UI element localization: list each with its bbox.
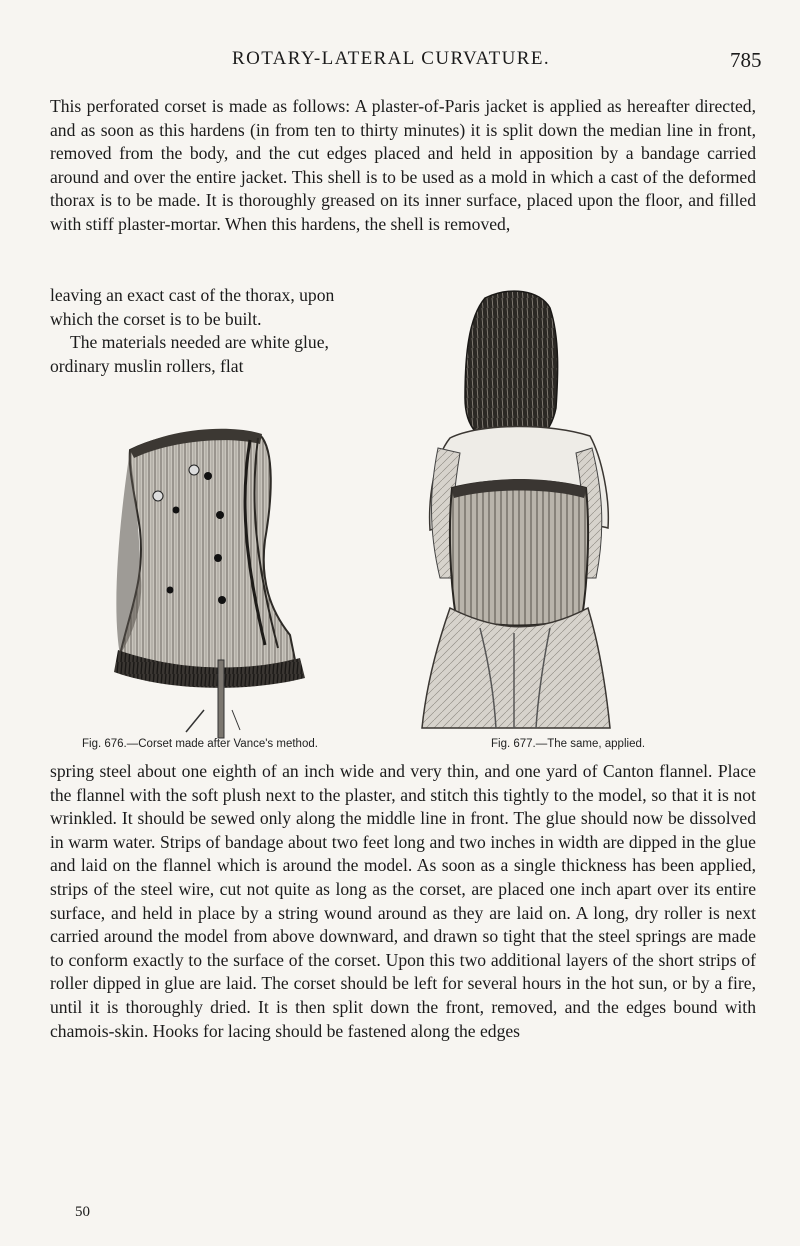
running-head: ROTARY-LATERAL CURVATURE. [232,48,551,69]
figure-677-corset-applied [410,288,620,736]
paragraph-2: leaving an exact cast of the thorax, upon which the corset is to be built. [50,285,335,329]
figure-676-caption: Fig. 676.—Corset made after Vance's method. [82,738,318,750]
figure-676-corset [100,410,340,740]
corset-illustration [100,410,340,740]
paragraph-1: This perforated corset is made as follows: A plaster-of-Paris jacket is applied as hereafter directed, and as soon as this hardens (in from ten to thirty minutes) it is split down the median line in front, removed from the body, and the cut edges placed and held in apposition by a bandage carried around and over the entire jacket. This shell is to be used as a mold in which a cast of the deformed thorax is to be made. It is thoroughly greased on its inner surface, placed upon the floor, and filled with stiff plaster-mortar. When this hardens, the shell is removed, [50,96,756,234]
signature-mark: 50 [75,1204,90,1220]
woman-back-illustration [410,288,620,736]
figure-677-caption: Fig. 677.—The same, applied. [491,738,646,750]
paragraph-3: The materials needed are white glue, ordinary muslin rollers, flat [50,332,329,376]
page-number: 785 [730,48,762,72]
paragraph-4: spring steel about one eighth of an inch wide and very thin, and one yard of Canton flannel. Place the flannel with the soft plush next to the plaster, and stitch this tightly to the model, so that it is not wrinkled. It should be sewed only along the middle line in front. The glue should now be dissolved in warm water. Strips of bandage about two feet long and two inches in width are dipped in the glue and laid on the flannel which is around the model. As soon as a single thickness has been applied, strips of the steel wire, cut not quite as long as the corset, are placed one inch apart over its entire surface, and held in place by a string wound around as they are laid on. A long, dry roller is next carried around the model from above downward, and drawn so tight that the steel springs are made to conform exactly to the surface of the corset. Upon this two additional layers of the short strips of roller dipped in glue are laid. The corset should be left for several hours in the hot sun, or by a fire, until it is thoroughly dried. It is then split down the front, removed, and the edges bound with chamois-skin. Hooks for lacing should be fastened along the edges [50,761,756,1041]
